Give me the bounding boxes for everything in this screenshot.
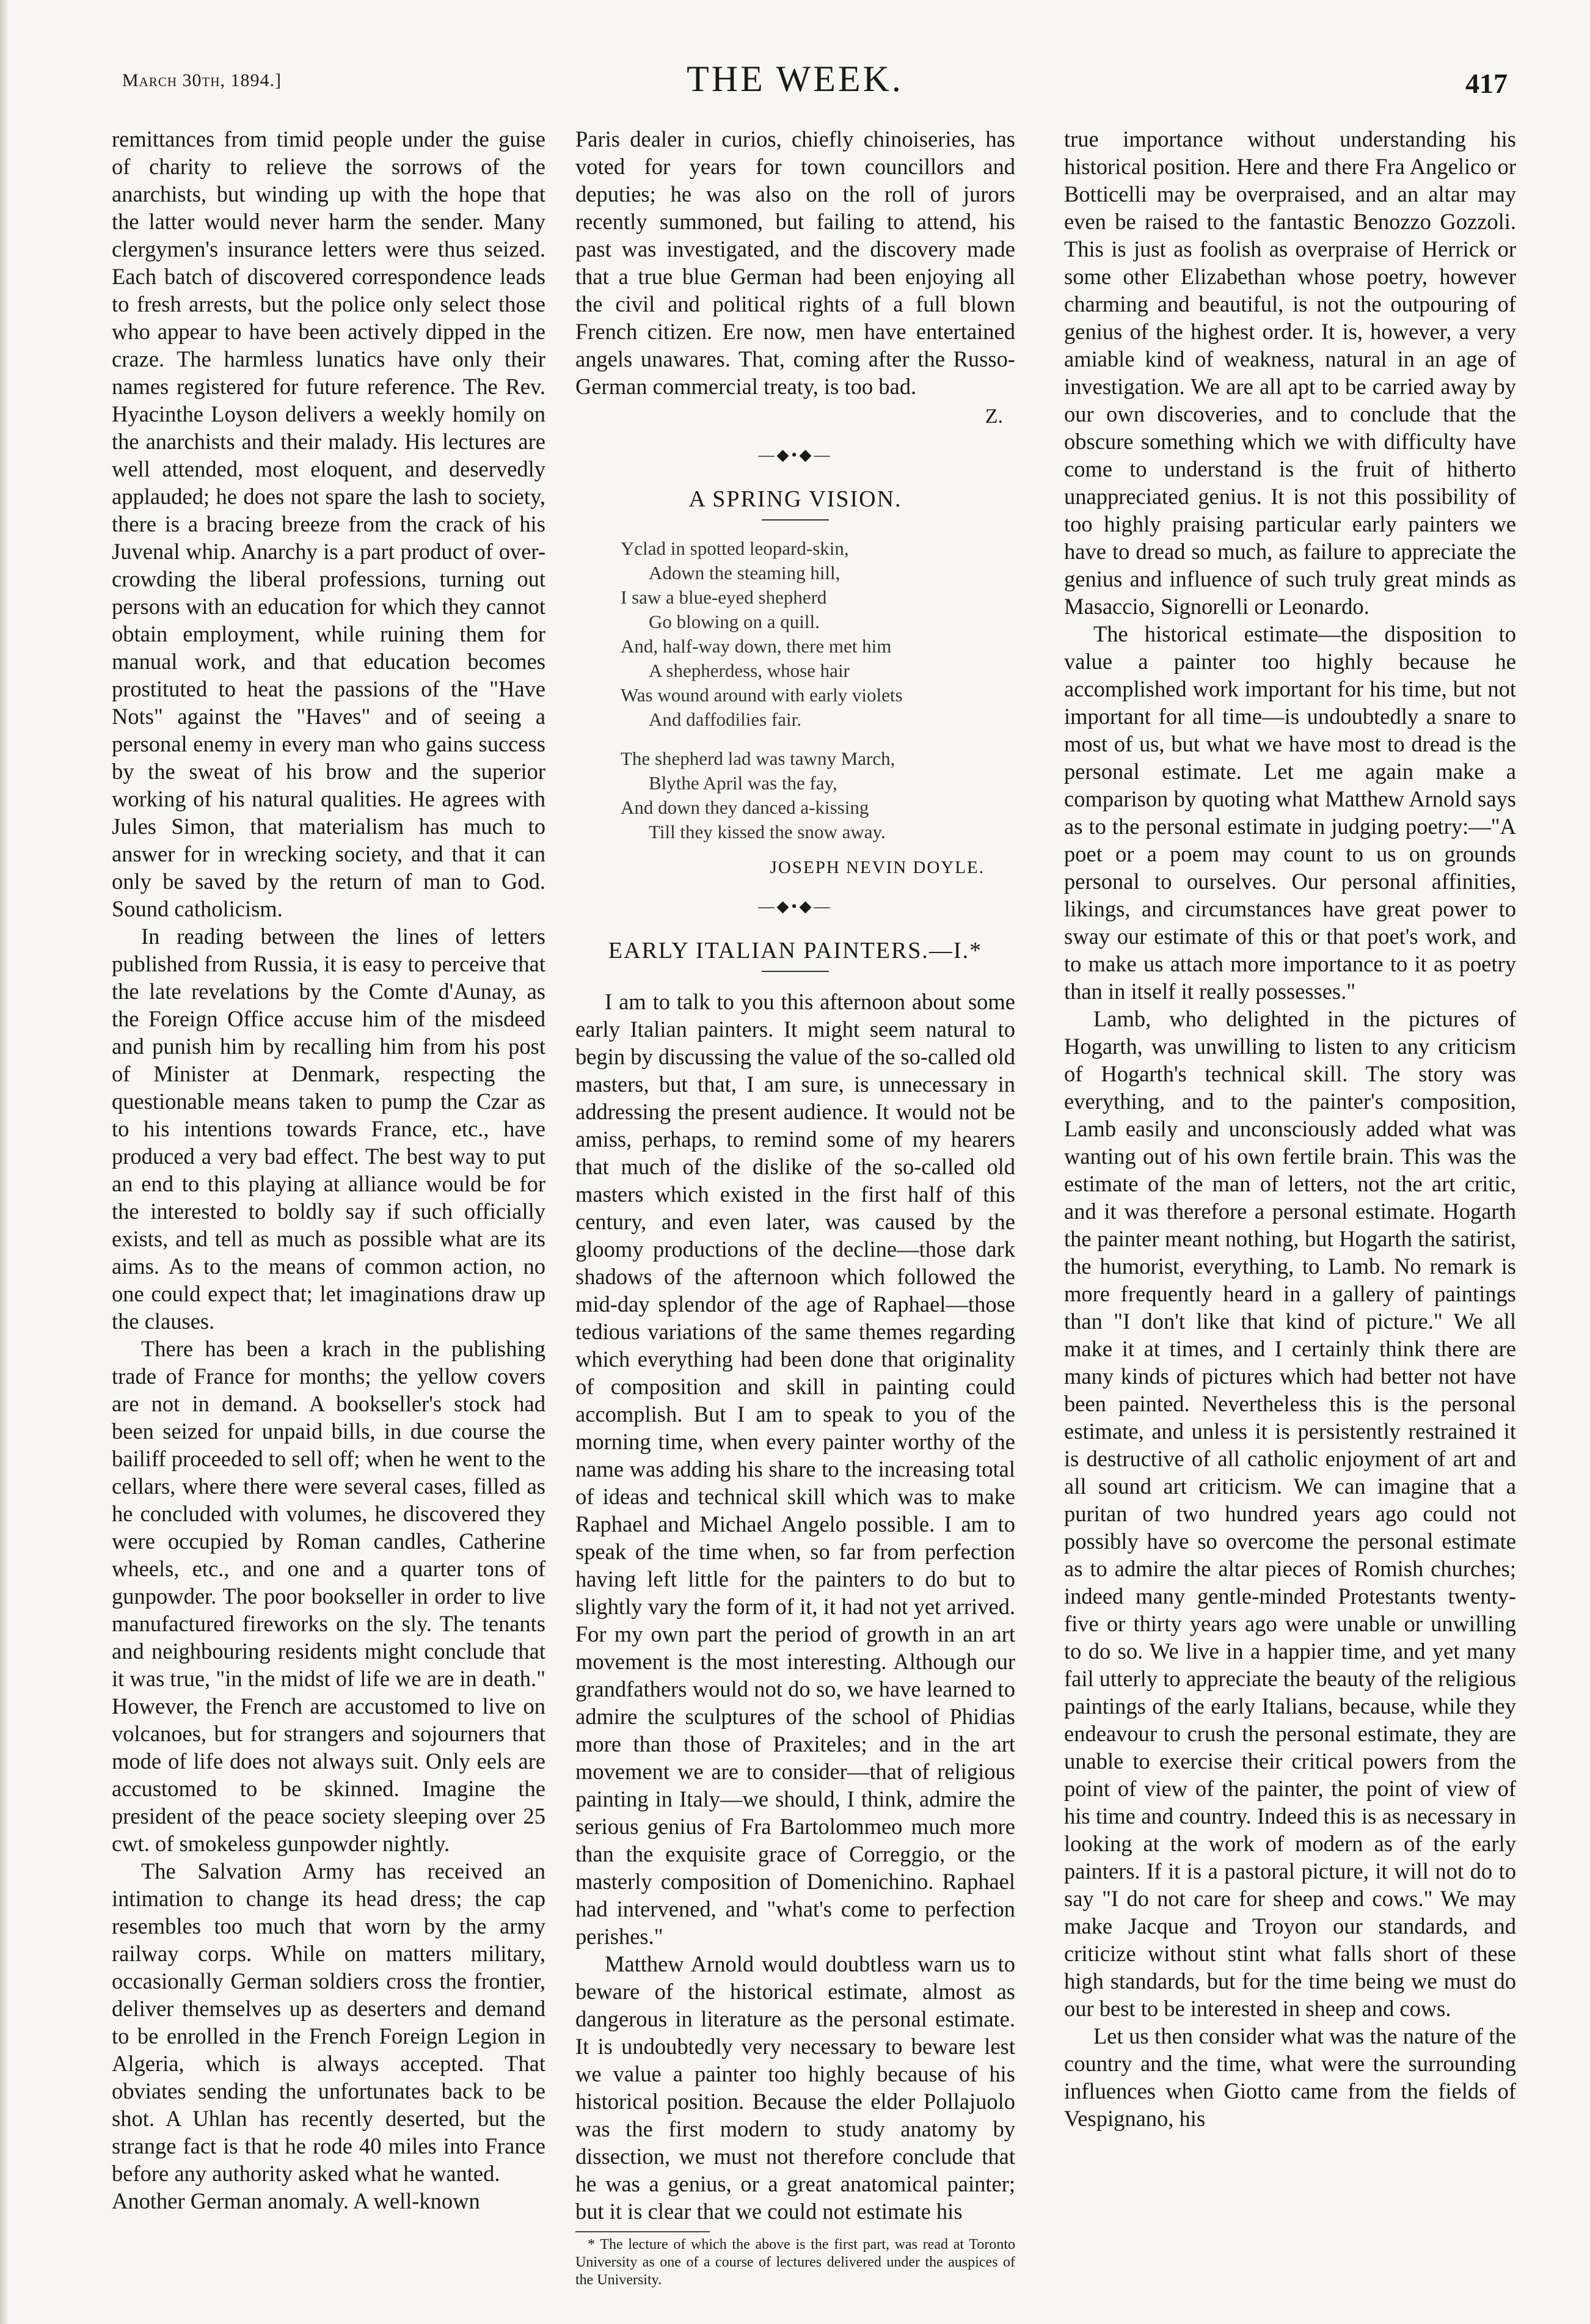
- footnote: * The lecture of which the above is the first part, was read at Toronto University as one of a course of lectures delivered under the auspices of the University.: [575, 2237, 1015, 2288]
- column-3: [1064, 125, 1516, 2132]
- paragraph: Another German anomaly. A well-known: [112, 2188, 480, 2213]
- poem-line: The shepherd lad was tawny March,: [621, 748, 895, 769]
- poem-line: Was wound around with early violets: [621, 684, 903, 706]
- poem-line: A shepherdess, whose hair: [649, 660, 850, 681]
- poem-line: Adown the steaming hill,: [649, 562, 841, 583]
- page-header: [0, 58, 1590, 125]
- paragraph: The Salvation Army has received an intimation to change its head dress; the cap resembles too much that worn by the army railway corps. While on matters military, occasionally German soldiers cross the frontier, deliver themselves up as deserters and demand to be enrolled in the French Foreign Legion in Algeria, which is always accepted. That obviates sending the unfortunates back to be shot. A Uhlan has recently deserted, but the strange fact is that he rode 40 miles into France before any authority asked what he wanted.: [112, 1858, 545, 2186]
- poem-stanza: [575, 747, 1015, 844]
- poem-line: Go blowing on a quill.: [649, 611, 820, 632]
- poem-line: And down they danced a-kissing: [621, 797, 869, 818]
- poem-line: And daffodilies fair.: [649, 709, 801, 730]
- paragraph: There has been a krach in the publishing trade of France for months; the yellow covers are not in demand. A bookseller's stock had been seized for unpaid bills, in due course the bailiff proceeded to sell off; when he went to the cellars, where there were several cases, filled as he concluded with volumes, he discovered they were occupied by Roman candles, Catherine wheels, etc., and one and a quarter tons of gunpowder. The poor bookseller in order to live manufactured fireworks on the sly. The tenants and neighbouring residents might conclude that it was true, "in the midst of life we are in death." However, the French are accustomed to live on volcanoes, but for strangers and sojourners that mode of life does not always suit. Only eels are accustomed to be skinned. Imagine the president of the peace society sleeping over 25 cwt. of smokeless gunpowder nightly.: [112, 1336, 545, 1856]
- page-number: 417: [1465, 68, 1508, 99]
- paragraph: Paris dealer in curios, chiefly chinoiseries, has voted for years for town councillors and deputies; he was also on the roll of jurors recently summoned, but failing to attend, his past was investigated, and the discovery made that a true blue German had been enjoying all the civil and political rights of a full blown French citizen. Ere now, men have entertained angels unawares. That, coming after the Russo-German commercial treaty, is too bad.: [575, 126, 1015, 399]
- title-rule: [762, 971, 829, 972]
- paragraph: true importance without understanding his historical position. Here and there Fra Angelico or Botticelli may be overpraised, and an altar may even be raised to the fantastic Benozzo Gozzoli. This is just as foolish as overpraise of Herrick or some other Elizabethan whose poetry, however charming and beautiful, is not the outpouring of genius of the highest order. It is, however, a very amiable kind of weakness, natural in an age of investigation. We are all apt to be carried away by our own discoveries, and to conclude that the obscure something which we with difficulty have come to understand is the fruit of hitherto unappreciated genius. It is not this possibility of too highly praising particular early painters we have to dread so much, as failure to appreciate the genius and influence of such truly great minds as Masaccio, Signorelli or Leonardo.: [1064, 126, 1516, 619]
- section-ornament: —◆•◆—: [758, 897, 833, 915]
- paragraph: remittances from timid people under the guise of charity to relieve the sorrows of the anarchists, but winding up with the hope that the latter would never harm the sender. Many clergymen's insurance letters were thus seized. Each batch of discovered correspondence leads to fresh arrests, but the police only select those who appear to have been actively dipped in the craze. The harmless lunatics have only their names registered for future reference. The Rev. Hyacinthe Loyson delivers a weekly homily on the anarchists and their malady. His lectures are well attended, most eloquent, and deservedly applauded; he does not spare the lash to society, there is a bracing breeze from the crack of his Juvenal whip. Anarchy is a part product of over-crowding the liberal professions, turning out persons with an education for which they cannot obtain employment, while ruining them for manual work, and that education becomes prostituted to heat the passions of the "Have Nots" against the "Haves" and of seeing a personal enemy in every man who gains success by the sweat of his brow and the superior working of his natural qualities. He agrees with Jules Simon, that materialism has much to answer for in wrecking society, and that it can only be saved by the return of man to God. Sound catholicism.: [112, 126, 545, 921]
- poem-line: I saw a blue-eyed shepherd: [621, 586, 827, 608]
- poem-line: Till they kissed the snow away.: [649, 821, 886, 842]
- paragraph: The historical estimate—the disposition to value a painter too highly because he accomplished work important for his time, but not important for all time—is undoubtedly a snare to most of us, but what we have most to dread is the personal estimate. Let me again make a comparison by quoting what Matthew Arnold says as to the personal estimate in judging poetry:—"A poet or a poem may count to us on grounds personal to ourselves. Our personal affinities, likings, and circumstances have great power to sway our estimate of this or that poet's work, and to make us attach more importance to it as poetry than in itself it really possesses.": [1064, 621, 1516, 1004]
- poem-author: JOSEPH NEVIN DOYLE.: [770, 858, 985, 877]
- poem-line: Blythe April was the fay,: [649, 772, 837, 794]
- column-1: [112, 125, 545, 2215]
- footnote-rule: [575, 2231, 710, 2232]
- signature: Z.: [985, 405, 1003, 428]
- poem-stanza: [575, 536, 1015, 732]
- section-ornament: —◆•◆—: [758, 446, 833, 464]
- paragraph: Lamb, who delighted in the pictures of Hogarth, was unwilling to listen to any criticism of Hogarth's technical skill. The story was everything, and to the painter's composition, Lamb easily and unconsciously added what was wanting out of his own fertile brain. This was the estimate of the man of letters, not the art critic, and it was therefore a personal estimate. Hogarth the painter meant nothing, but Hogarth the satirist, the humorist, everything, to Lamb. No remark is more frequently heard in a gallery of paintings than "I don't like that kind of picture." We all make it at times, and I certainly think there are many kinds of pictures which had better not have been painted. Nevertheless this is the personal estimate, and unless it is persistently restrained it is destructive of all catholic enjoyment of art and all sound art criticism. We can imagine that a puritan of two hundred years ago could not possibly have so overcome the personal estimate as to admire the altar pieces of Romish churches; indeed many gentle-minded Protestants twenty-five or thirty years ago were unable or unwilling to do so. We live in a happier time, and yet many fail utterly to appreciate the beauty of the religious paintings of the early Italians, because, while they endeavour to crush the personal estimate, they are unable to exercise their critical powers from the point of view of the painter, the point of view of his time and country. Indeed this is as necessary in looking at the work of modern as of the early painters. If it is a pastoral picture, it will not do to say "I do not care for sheep and cows." We may make Jacque and Troyon our standards, and criticize without stint what falls short of these high standards, but for the time being we must do our best to be interested in sheep and cows.: [1064, 1006, 1516, 2021]
- poem-line: And, half-way down, there met him: [621, 635, 892, 657]
- paragraph: Matthew Arnold would doubtless warn us to beware of the historical estimate, almost as dangerous in literature as the personal estimate. It is undoubtedly very necessary to beware lest we value a painter too highly because of his historical position. Because the elder Pollajuolo was the first modern to study anatomy by dissection, we must not therefore conclude that he was a genius, or a great anatomical painter; but it is clear that we could not estimate his: [575, 1951, 1015, 2224]
- column-2: [575, 125, 1015, 2289]
- poem: [575, 536, 1015, 844]
- title-rule: [762, 519, 829, 521]
- paragraph: Let us then consider what was the nature of the country and the time, what were the surrounding influences when Giotto came from the fields of Vespignano, his: [1064, 2023, 1516, 2131]
- poem-line: Yclad in spotted leopard-skin,: [621, 538, 849, 559]
- article-title: EARLY ITALIAN PAINTERS.—I.*: [608, 938, 983, 963]
- poem-title: A SPRING VISION.: [688, 486, 902, 512]
- paragraph: In reading between the lines of letters published from Russia, it is easy to perceive that the late revelations by the Comte d'Aunay, as the Foreign Office accuse him of the misdeed and punish him by recalling him from his post of Minister at Denmark, respecting the questionable means taken to pump the Czar as to his intentions towards France, etc., have produced a very bad effect. The best way to put an end to this playing at alliance would be for the interested to boldly say if such officially exists, and tell as much as possible what are its aims. As to the means of common action, no one could expect that; let imaginations draw up the clauses.: [112, 924, 545, 1334]
- binding-shadow: [0, 0, 9, 2324]
- issue-date: March 30th, 1894.]: [122, 70, 282, 90]
- publication-title: THE WEEK.: [687, 59, 903, 99]
- paragraph: I am to talk to you this afternoon about some early Italian painters. It might seem natural to begin by discussing the value of the so-called old masters, but that, I am sure, is unnecessary in addressing the present audience. It would not be amiss, perhaps, to remind some of my hearers that much of the dislike of the so-called old masters which existed in the first half of this century, and even later, was caused by the gloomy productions of the decline—those dark shadows of the afternoon which followed the mid-day splendor of the age of Raphael—those tedious variations of the same themes regarding which everything had been done that originality of composition and skill in painting could accomplish. But I am to speak to you of the morning time, when every painter worthy of the name was adding his share to the increasing total of ideas and technical skill which was to make Raphael and Michael Angelo possible. I am to speak of the time when, so far from perfection having left little for the painters to do but to slightly vary the form of it, it had not yet arrived. For my own part the period of growth in an art movement is the most interesting. Although our grandfathers would not do so, we have learned to admire the sculptures of the school of Phidias more than those of Praxiteles; and in the art movement we are to consider—that of religious painting in Italy—we should, I think, admire the serious genius of Fra Bartolommeo much more than the exquisite grace of Correggio, or the masterly composition of Domenichino. Raphael had intervened, and "what's come to perfection perishes.": [575, 989, 1015, 1949]
